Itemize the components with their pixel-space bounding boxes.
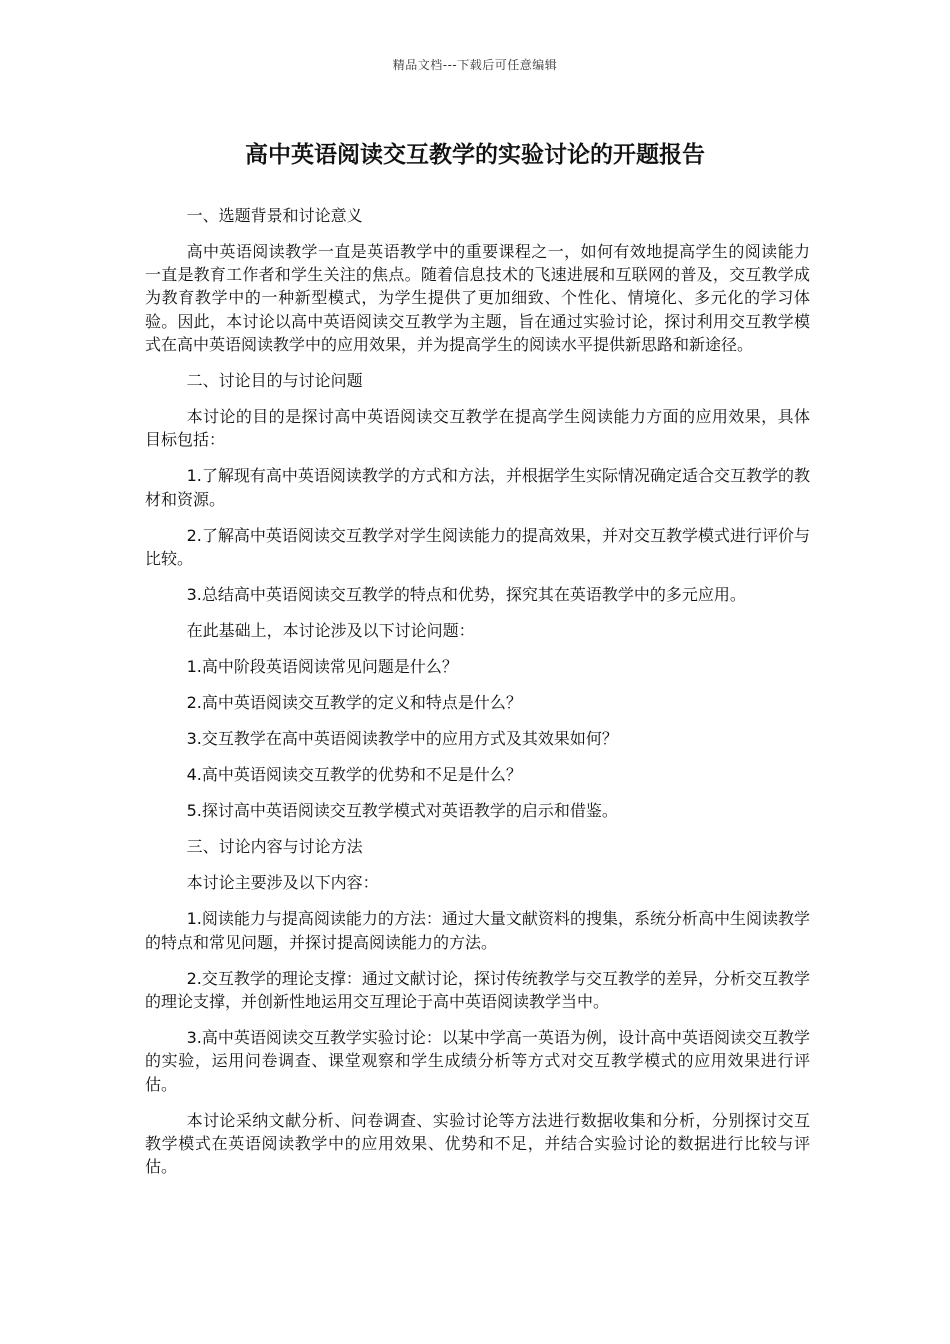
question-item: 3.交互教学在高中英语阅读教学中的应用方式及其效果如何？ [186, 729, 618, 749]
header-note: 精品文档---下载后可任意编辑 [392, 58, 558, 72]
document-title: 高中英语阅读交互教学的实验讨论的开题报告 [245, 142, 705, 168]
section-1-heading: 一、选题背景和讨论意义 [186, 206, 363, 225]
questions-intro: 在此基础上，本讨论涉及以下讨论问题： [186, 621, 475, 641]
question-item: 1.高中阶段英语阅读常见问题是什么？ [186, 657, 458, 677]
section-2-intro: 本讨论的目的是探讨高中英语阅读交互教学在提高学生阅读能力方面的应用效果，具体目标包括： [145, 407, 810, 450]
question-item: 5.探讨高中英语阅读交互教学模式对英语教学的启示和借鉴。 [186, 801, 618, 821]
content-item: 1.阅读能力与提高阅读能力的方法：通过大量文献资料的搜集，系统分析高中生阅读教学的特点和常见问题，并探讨提高阅读能力的方法。 [145, 909, 810, 952]
section-1-paragraph: 高中英语阅读教学一直是英语教学中的重要课程之一，如何有效地提高学生的阅读能力一直是教育工作者和学生关注的焦点。随着信息技术的飞速进展和互联网的普及，交互教学成为教育教学中的一种新型模式，为学生提供了更加细致、个性化、情境化、多元化的学习体验。因此，本讨论以高中英语阅读交互教学为主题，旨在通过实验讨论，探讨利用交互教学模式在高中英语阅读教学中的应用效果，并为提高学生的阅读水平提供新思路和新途径。 [145, 242, 810, 354]
document-body [145, 204, 810, 1191]
content-item: 3.高中英语阅读交互教学实验讨论：以某中学高一英语为例，设计高中英语阅读交互教学的实验，运用问卷调查、课堂观察和学生成绩分析等方式对交互教学模式的应用效果进行评估。 [145, 1028, 810, 1094]
goal-item: 2.了解高中英语阅读交互教学对学生阅读能力的提高效果，并对交互教学模式进行评价与比较。 [145, 525, 810, 569]
section-3-heading: 三、讨论内容与讨论方法 [186, 837, 363, 857]
section-2-heading: 二、讨论目的与讨论问题 [186, 371, 363, 391]
content-item: 2.交互教学的理论支撑：通过文献讨论，探讨传统教学与交互教学的差异，分析交互教学的理论支撑，并创新性地运用交互理论于高中英语阅读教学当中。 [145, 968, 810, 1012]
question-item: 2.高中英语阅读交互教学的定义和特点是什么？ [186, 693, 522, 713]
section-3-intro: 本讨论主要涉及以下内容： [186, 873, 379, 893]
methods-paragraph: 本讨论采纳文献分析、问卷调查、实验讨论等方法进行数据收集和分析，分别探讨交互教学模式在英语阅读教学中的应用效果、优势和不足，并结合实验讨论的数据进行比较与评估。 [145, 1110, 810, 1177]
goal-item: 3.总结高中英语阅读交互教学的特点和优势，探究其在英语教学中的多元应用。 [186, 585, 746, 605]
question-item: 4.高中英语阅读交互教学的优势和不足是什么？ [186, 765, 522, 785]
goal-item: 1.了解现有高中英语阅读教学的方式和方法，并根据学生实际情况确定适合交互教学的教材和资源。 [145, 466, 810, 509]
